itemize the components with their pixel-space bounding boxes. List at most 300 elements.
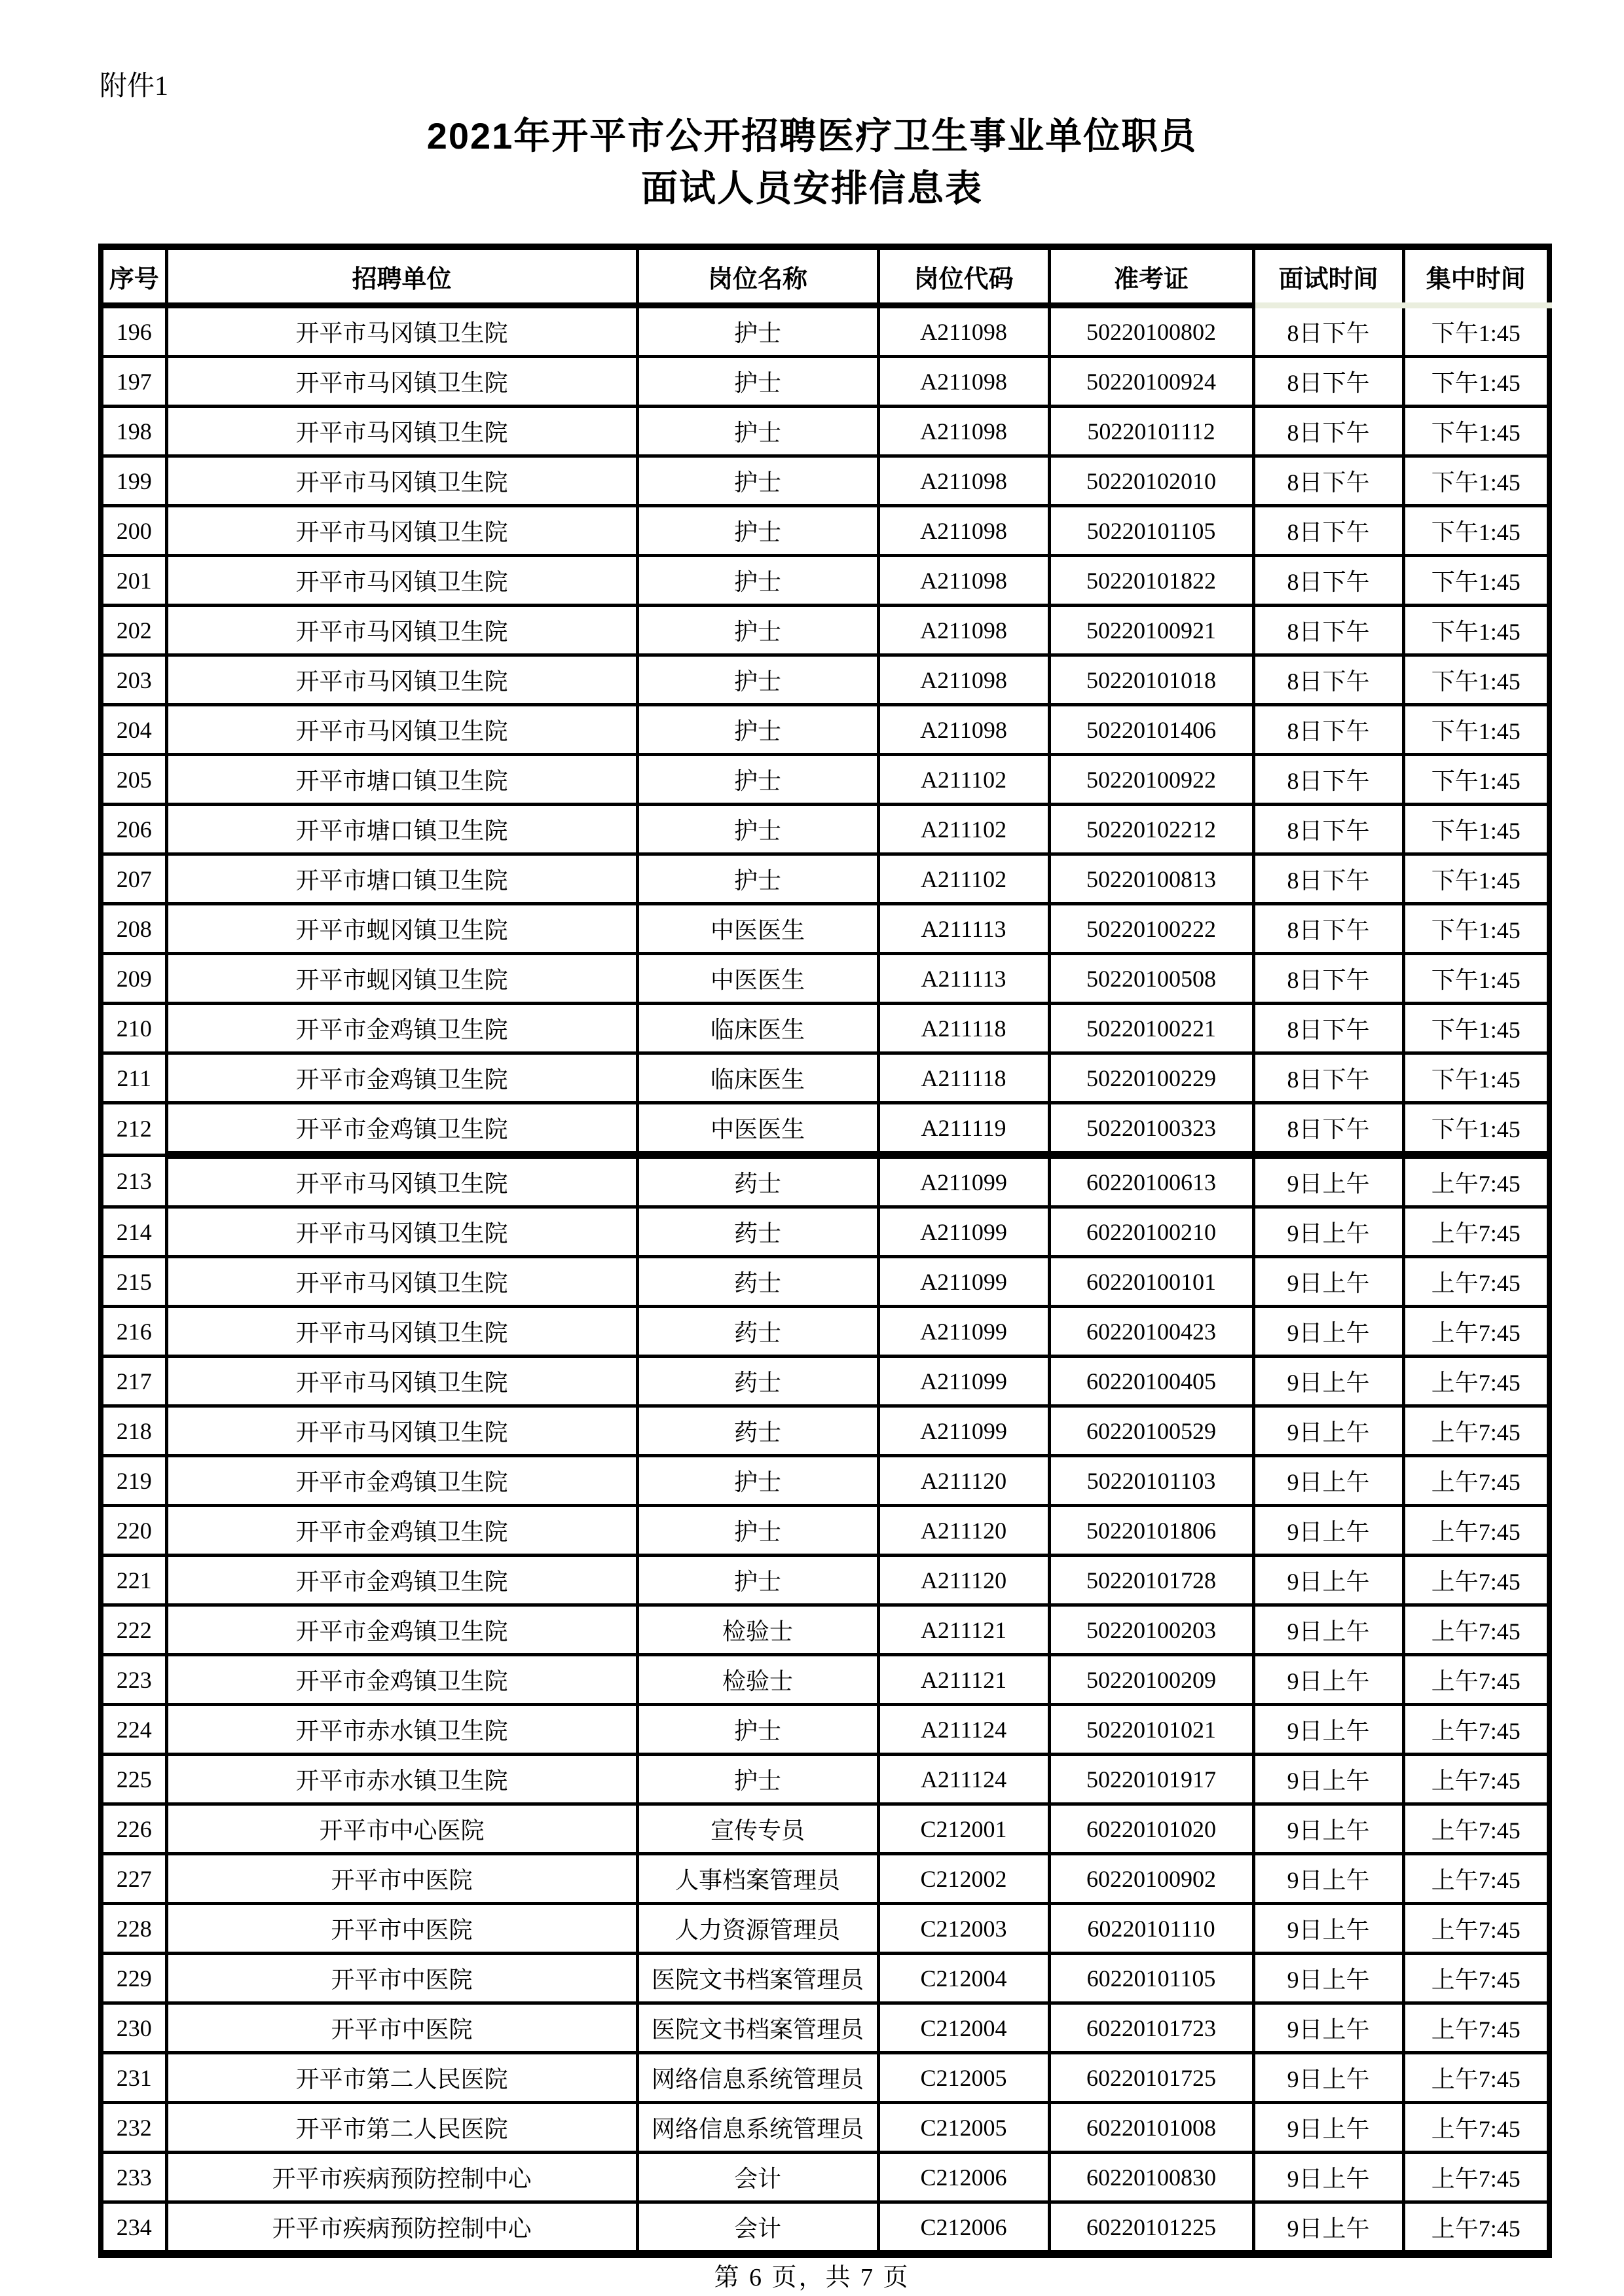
cell-post: 临床医生 — [637, 1004, 878, 1053]
column-header-no: 序号 — [101, 247, 166, 306]
cell-unit: 开平市马冈镇卫生院 — [166, 1155, 637, 1207]
cell-interview-time: 9日上午 — [1253, 2103, 1403, 2153]
cell-ticket: 50220102010 — [1049, 456, 1253, 506]
cell-post: 医院文书档案管理员 — [637, 1954, 878, 2003]
cell-post: 护士 — [637, 357, 878, 407]
cell-interview-time: 8日下午 — [1253, 705, 1403, 755]
cell-assembly-time: 下午1:45 — [1403, 954, 1549, 1004]
cell-no: 223 — [101, 1655, 166, 1705]
cell-assembly-time: 上午7:45 — [1403, 1804, 1549, 1854]
cell-assembly-time: 下午1:45 — [1403, 1053, 1549, 1103]
cell-unit: 开平市马冈镇卫生院 — [166, 1207, 637, 1257]
cell-interview-time: 9日上午 — [1253, 2153, 1403, 2202]
cell-assembly-time: 上午7:45 — [1403, 1207, 1549, 1257]
cell-interview-time: 9日上午 — [1253, 1904, 1403, 1954]
page-title — [0, 110, 1624, 215]
table-row — [101, 705, 1549, 755]
cell-unit: 开平市马冈镇卫生院 — [166, 1257, 637, 1307]
cell-interview-time: 8日下午 — [1253, 954, 1403, 1004]
cell-post: 护士 — [637, 407, 878, 456]
cell-code: C212006 — [878, 2202, 1049, 2255]
cell-assembly-time: 上午7:45 — [1403, 1406, 1549, 1456]
cell-assembly-time: 下午1:45 — [1403, 357, 1549, 407]
interview-schedule-table — [98, 244, 1552, 2258]
table-row — [101, 2053, 1549, 2103]
cell-no: 234 — [101, 2202, 166, 2255]
cell-post: 药士 — [637, 1155, 878, 1207]
table-row — [101, 1904, 1549, 1954]
cell-unit: 开平市马冈镇卫生院 — [166, 1406, 637, 1456]
cell-unit: 开平市赤水镇卫生院 — [166, 1705, 637, 1755]
cell-post: 护士 — [637, 556, 878, 606]
cell-post: 护士 — [637, 1755, 878, 1804]
title-line-2: 面试人员安排信息表 — [641, 168, 983, 209]
cell-code: A211120 — [878, 1506, 1049, 1556]
table-row — [101, 2003, 1549, 2053]
cell-unit: 开平市中医院 — [166, 1854, 637, 1904]
cell-ticket: 50220100813 — [1049, 854, 1253, 904]
cell-unit: 开平市金鸡镇卫生院 — [166, 1004, 637, 1053]
cell-post: 药士 — [637, 1307, 878, 1357]
cell-assembly-time: 上午7:45 — [1403, 1605, 1549, 1655]
cell-interview-time: 9日上午 — [1253, 1954, 1403, 2003]
cell-code: A211098 — [878, 655, 1049, 705]
cell-unit: 开平市金鸡镇卫生院 — [166, 1053, 637, 1103]
cell-assembly-time: 下午1:45 — [1403, 506, 1549, 556]
table-row — [101, 1103, 1549, 1156]
cell-assembly-time: 上午7:45 — [1403, 1954, 1549, 2003]
cell-post: 网络信息系统管理员 — [637, 2103, 878, 2153]
cell-ticket: 60220100423 — [1049, 1307, 1253, 1357]
cell-code: A211102 — [878, 805, 1049, 854]
cell-unit: 开平市金鸡镇卫生院 — [166, 1556, 637, 1605]
cell-assembly-time: 下午1:45 — [1403, 306, 1549, 357]
cell-no: 204 — [101, 705, 166, 755]
cell-code: A211099 — [878, 1155, 1049, 1207]
cell-interview-time: 8日下午 — [1253, 1004, 1403, 1053]
table-body — [101, 306, 1549, 2255]
cell-code: A211118 — [878, 1053, 1049, 1103]
cell-unit: 开平市疾病预防控制中心 — [166, 2202, 637, 2255]
cell-code: A211098 — [878, 306, 1049, 357]
cell-post: 护士 — [637, 1705, 878, 1755]
cell-unit: 开平市马冈镇卫生院 — [166, 606, 637, 655]
cell-assembly-time: 下午1:45 — [1403, 556, 1549, 606]
cell-ticket: 50220100802 — [1049, 306, 1253, 357]
cell-code: A211098 — [878, 456, 1049, 506]
cell-post: 护士 — [637, 506, 878, 556]
cell-post: 护士 — [637, 1556, 878, 1605]
cell-unit: 开平市第二人民医院 — [166, 2053, 637, 2103]
table-row — [101, 1004, 1549, 1053]
cell-unit: 开平市金鸡镇卫生院 — [166, 1605, 637, 1655]
title-line-1: 2021年开平市公开招聘医疗卫生事业单位职员 — [426, 115, 1198, 156]
table-row — [101, 1556, 1549, 1605]
cell-interview-time: 8日下午 — [1253, 854, 1403, 904]
attachment-label: 附件1 — [100, 71, 169, 101]
cell-ticket: 50220101406 — [1049, 705, 1253, 755]
cell-unit: 开平市金鸡镇卫生院 — [166, 1506, 637, 1556]
cell-interview-time: 9日上午 — [1253, 1207, 1403, 1257]
cell-code: C212001 — [878, 1804, 1049, 1854]
cell-assembly-time: 下午1:45 — [1403, 606, 1549, 655]
cell-unit: 开平市塘口镇卫生院 — [166, 805, 637, 854]
cell-code: A211119 — [878, 1103, 1049, 1156]
table-row — [101, 1406, 1549, 1456]
cell-ticket: 50220100924 — [1049, 357, 1253, 407]
cell-ticket: 50220101806 — [1049, 1506, 1253, 1556]
cell-unit: 开平市马冈镇卫生院 — [166, 357, 637, 407]
cell-ticket: 60220100529 — [1049, 1406, 1253, 1456]
cell-ticket: 60220101725 — [1049, 2053, 1253, 2103]
cell-ticket: 50220101105 — [1049, 506, 1253, 556]
cell-post: 网络信息系统管理员 — [637, 2053, 878, 2103]
cell-unit: 开平市金鸡镇卫生院 — [166, 1103, 637, 1156]
cell-post: 护士 — [637, 1506, 878, 1556]
cell-assembly-time: 上午7:45 — [1403, 1155, 1549, 1207]
cell-code: A211098 — [878, 357, 1049, 407]
cell-assembly-time: 上午7:45 — [1403, 1556, 1549, 1605]
cell-post: 中医医生 — [637, 1103, 878, 1156]
cell-unit: 开平市马冈镇卫生院 — [166, 655, 637, 705]
table-row — [101, 2153, 1549, 2202]
cell-code: A211098 — [878, 506, 1049, 556]
cell-no: 225 — [101, 1755, 166, 1804]
cell-unit: 开平市马冈镇卫生院 — [166, 407, 637, 456]
cell-assembly-time: 下午1:45 — [1403, 854, 1549, 904]
cell-assembly-time: 下午1:45 — [1403, 904, 1549, 954]
cell-ticket: 50220100229 — [1049, 1053, 1253, 1103]
table-row — [101, 357, 1549, 407]
cell-code: C212002 — [878, 1854, 1049, 1904]
cell-no: 233 — [101, 2153, 166, 2202]
table-row — [101, 2202, 1549, 2255]
cell-interview-time: 9日上午 — [1253, 1307, 1403, 1357]
cell-interview-time: 9日上午 — [1253, 1257, 1403, 1307]
cell-no: 222 — [101, 1605, 166, 1655]
cell-no: 197 — [101, 357, 166, 407]
cell-assembly-time: 上午7:45 — [1403, 1655, 1549, 1705]
cell-code: A211099 — [878, 1357, 1049, 1406]
cell-unit: 开平市中医院 — [166, 1904, 637, 1954]
cell-post: 护士 — [637, 456, 878, 506]
cell-assembly-time: 下午1:45 — [1403, 456, 1549, 506]
column-header-interview-time: 面试时间 — [1253, 247, 1403, 306]
table-row — [101, 1605, 1549, 1655]
cell-code: A211099 — [878, 1406, 1049, 1456]
cell-assembly-time: 上午7:45 — [1403, 2103, 1549, 2153]
cell-interview-time: 8日下午 — [1253, 755, 1403, 805]
cell-ticket: 60220101105 — [1049, 1954, 1253, 2003]
cell-unit: 开平市塘口镇卫生院 — [166, 755, 637, 805]
cell-post: 会计 — [637, 2202, 878, 2255]
cell-code: A211113 — [878, 904, 1049, 954]
cell-no: 210 — [101, 1004, 166, 1053]
cell-unit: 开平市中医院 — [166, 2003, 637, 2053]
cell-code: A211120 — [878, 1456, 1049, 1506]
cell-interview-time: 8日下午 — [1253, 407, 1403, 456]
cell-ticket: 50220101021 — [1049, 1705, 1253, 1755]
cell-code: A211113 — [878, 954, 1049, 1004]
cell-unit: 开平市第二人民医院 — [166, 2103, 637, 2153]
cell-no: 205 — [101, 755, 166, 805]
cell-unit: 开平市马冈镇卫生院 — [166, 1357, 637, 1406]
cell-interview-time: 9日上午 — [1253, 1655, 1403, 1705]
cell-assembly-time: 上午7:45 — [1403, 2003, 1549, 2053]
cell-no: 214 — [101, 1207, 166, 1257]
cell-ticket: 50220100508 — [1049, 954, 1253, 1004]
table-row — [101, 407, 1549, 456]
cell-post: 检验士 — [637, 1655, 878, 1705]
cell-assembly-time: 上午7:45 — [1403, 1904, 1549, 1954]
cell-code: A211102 — [878, 755, 1049, 805]
cell-unit: 开平市疾病预防控制中心 — [166, 2153, 637, 2202]
cell-ticket: 50220101917 — [1049, 1755, 1253, 1804]
cell-code: A211118 — [878, 1004, 1049, 1053]
cell-no: 211 — [101, 1053, 166, 1103]
cell-code: C212005 — [878, 2103, 1049, 2153]
table-row — [101, 1456, 1549, 1506]
cell-post: 护士 — [637, 1456, 878, 1506]
cell-no: 198 — [101, 407, 166, 456]
column-header-ticket: 准考证 — [1049, 247, 1253, 306]
cell-no: 201 — [101, 556, 166, 606]
cell-assembly-time: 上午7:45 — [1403, 2153, 1549, 2202]
page-footer: 第 6 页，共 7 页 — [714, 2264, 910, 2291]
cell-no: 231 — [101, 2053, 166, 2103]
cell-unit: 开平市马冈镇卫生院 — [166, 456, 637, 506]
cell-interview-time: 9日上午 — [1253, 2202, 1403, 2255]
cell-no: 221 — [101, 1556, 166, 1605]
cell-interview-time: 9日上午 — [1253, 1605, 1403, 1655]
cell-interview-time: 9日上午 — [1253, 1456, 1403, 1506]
cell-ticket: 60220100101 — [1049, 1257, 1253, 1307]
table-row — [101, 1804, 1549, 1854]
cell-interview-time: 8日下午 — [1253, 805, 1403, 854]
cell-post: 药士 — [637, 1257, 878, 1307]
table-row — [101, 1954, 1549, 2003]
cell-no: 206 — [101, 805, 166, 854]
cell-assembly-time: 上午7:45 — [1403, 2053, 1549, 2103]
cell-post: 护士 — [637, 854, 878, 904]
cell-unit: 开平市金鸡镇卫生院 — [166, 1456, 637, 1506]
cell-code: A211098 — [878, 606, 1049, 655]
cell-no: 229 — [101, 1954, 166, 2003]
cell-code: C212006 — [878, 2153, 1049, 2202]
cell-post: 宣传专员 — [637, 1804, 878, 1854]
cell-unit: 开平市蚬冈镇卫生院 — [166, 954, 637, 1004]
cell-code: A211124 — [878, 1755, 1049, 1804]
cell-ticket: 60220101110 — [1049, 1904, 1253, 1954]
cell-interview-time: 9日上午 — [1253, 1705, 1403, 1755]
column-header-post: 岗位名称 — [637, 247, 878, 306]
cell-code: A211102 — [878, 854, 1049, 904]
cell-ticket: 50220101822 — [1049, 556, 1253, 606]
cell-interview-time: 8日下午 — [1253, 1103, 1403, 1156]
table-row — [101, 655, 1549, 705]
cell-ticket: 50220100222 — [1049, 904, 1253, 954]
cell-interview-time: 9日上午 — [1253, 1556, 1403, 1605]
cell-interview-time: 8日下午 — [1253, 456, 1403, 506]
cell-post: 护士 — [637, 655, 878, 705]
cell-code: C212003 — [878, 1904, 1049, 1954]
table-row — [101, 954, 1549, 1004]
cell-no: 217 — [101, 1357, 166, 1406]
cell-ticket: 50220100922 — [1049, 755, 1253, 805]
table-row — [101, 1257, 1549, 1307]
cell-assembly-time: 上午7:45 — [1403, 1506, 1549, 1556]
cell-unit: 开平市中医院 — [166, 1954, 637, 2003]
cell-ticket: 60220101723 — [1049, 2003, 1253, 2053]
cell-unit: 开平市蚬冈镇卫生院 — [166, 904, 637, 954]
cell-assembly-time: 上午7:45 — [1403, 1257, 1549, 1307]
cell-code: A211098 — [878, 407, 1049, 456]
cell-assembly-time: 下午1:45 — [1403, 655, 1549, 705]
cell-assembly-time: 上午7:45 — [1403, 1357, 1549, 1406]
table-row — [101, 306, 1549, 357]
cell-no: 199 — [101, 456, 166, 506]
cell-unit: 开平市马冈镇卫生院 — [166, 705, 637, 755]
cell-assembly-time: 下午1:45 — [1403, 407, 1549, 456]
cell-interview-time: 9日上午 — [1253, 1804, 1403, 1854]
cell-unit: 开平市金鸡镇卫生院 — [166, 1655, 637, 1705]
cell-no: 212 — [101, 1103, 166, 1156]
cell-no: 228 — [101, 1904, 166, 1954]
cell-ticket: 60220101020 — [1049, 1804, 1253, 1854]
table-row — [101, 556, 1549, 606]
cell-assembly-time: 上午7:45 — [1403, 1456, 1549, 1506]
cell-interview-time: 8日下午 — [1253, 357, 1403, 407]
cell-post: 中医医生 — [637, 954, 878, 1004]
cell-assembly-time: 下午1:45 — [1403, 1103, 1549, 1156]
cell-assembly-time: 下午1:45 — [1403, 1004, 1549, 1053]
cell-interview-time: 8日下午 — [1253, 306, 1403, 357]
cell-no: 232 — [101, 2103, 166, 2153]
cell-unit: 开平市中心医院 — [166, 1804, 637, 1854]
table-header-row — [101, 247, 1549, 306]
cell-interview-time: 8日下午 — [1253, 904, 1403, 954]
cell-no: 215 — [101, 1257, 166, 1307]
cell-interview-time: 9日上午 — [1253, 2053, 1403, 2103]
cell-post: 护士 — [637, 805, 878, 854]
cell-ticket: 60220100830 — [1049, 2153, 1253, 2202]
cell-interview-time: 9日上午 — [1253, 1854, 1403, 1904]
cell-interview-time: 9日上午 — [1253, 1506, 1403, 1556]
table-row — [101, 1357, 1549, 1406]
cell-code: C212004 — [878, 1954, 1049, 2003]
cell-post: 人事档案管理员 — [637, 1854, 878, 1904]
cell-ticket: 50220101112 — [1049, 407, 1253, 456]
cell-ticket: 50220101103 — [1049, 1456, 1253, 1506]
cell-no: 209 — [101, 954, 166, 1004]
cell-assembly-time: 下午1:45 — [1403, 805, 1549, 854]
cell-post: 药士 — [637, 1406, 878, 1456]
cell-assembly-time: 上午7:45 — [1403, 2202, 1549, 2255]
cell-ticket: 50220102212 — [1049, 805, 1253, 854]
cell-no: 218 — [101, 1406, 166, 1456]
cell-no: 230 — [101, 2003, 166, 2053]
cell-no: 203 — [101, 655, 166, 705]
cell-interview-time: 9日上午 — [1253, 1406, 1403, 1456]
cell-interview-time: 9日上午 — [1253, 1357, 1403, 1406]
cell-assembly-time: 下午1:45 — [1403, 755, 1549, 805]
cell-code: A211098 — [878, 556, 1049, 606]
cell-interview-time: 8日下午 — [1253, 556, 1403, 606]
cell-interview-time: 9日上午 — [1253, 2003, 1403, 2053]
cell-ticket: 60220100210 — [1049, 1207, 1253, 1257]
cell-post: 中医医生 — [637, 904, 878, 954]
table-row — [101, 854, 1549, 904]
table-row — [101, 1705, 1549, 1755]
table-row — [101, 755, 1549, 805]
cell-post: 护士 — [637, 606, 878, 655]
column-header-unit: 招聘单位 — [166, 247, 637, 306]
table-row — [101, 1207, 1549, 1257]
cell-no: 200 — [101, 506, 166, 556]
cell-interview-time: 8日下午 — [1253, 606, 1403, 655]
cell-post: 护士 — [637, 705, 878, 755]
cell-code: A211124 — [878, 1705, 1049, 1755]
cell-post: 医院文书档案管理员 — [637, 2003, 878, 2053]
cell-ticket: 60220100613 — [1049, 1155, 1253, 1207]
cell-ticket: 50220100209 — [1049, 1655, 1253, 1705]
cell-ticket: 60220100405 — [1049, 1357, 1253, 1406]
cell-code: A211121 — [878, 1605, 1049, 1655]
table-row — [101, 805, 1549, 854]
cell-post: 人力资源管理员 — [637, 1904, 878, 1954]
table-row — [101, 1854, 1549, 1904]
cell-code: A211099 — [878, 1307, 1049, 1357]
cell-interview-time: 9日上午 — [1253, 1755, 1403, 1804]
cell-assembly-time: 上午7:45 — [1403, 1307, 1549, 1357]
cell-code: A211121 — [878, 1655, 1049, 1705]
cell-no: 207 — [101, 854, 166, 904]
cell-code: A211099 — [878, 1207, 1049, 1257]
cell-assembly-time: 上午7:45 — [1403, 1755, 1549, 1804]
cell-unit: 开平市马冈镇卫生院 — [166, 306, 637, 357]
cell-post: 会计 — [637, 2153, 878, 2202]
cell-no: 219 — [101, 1456, 166, 1506]
cell-no: 220 — [101, 1506, 166, 1556]
cell-no: 202 — [101, 606, 166, 655]
cell-post: 药士 — [637, 1357, 878, 1406]
table-row — [101, 606, 1549, 655]
cell-ticket: 50220101728 — [1049, 1556, 1253, 1605]
cell-post: 临床医生 — [637, 1053, 878, 1103]
cell-ticket: 50220100323 — [1049, 1103, 1253, 1156]
cell-no: 196 — [101, 306, 166, 357]
cell-unit: 开平市马冈镇卫生院 — [166, 506, 637, 556]
cell-code: A211099 — [878, 1257, 1049, 1307]
cell-no: 226 — [101, 1804, 166, 1854]
cell-ticket: 60220101225 — [1049, 2202, 1253, 2255]
cell-interview-time: 8日下午 — [1253, 506, 1403, 556]
table-row — [101, 456, 1549, 506]
cell-interview-time: 8日下午 — [1253, 655, 1403, 705]
cell-unit: 开平市赤水镇卫生院 — [166, 1755, 637, 1804]
cell-code: A211120 — [878, 1556, 1049, 1605]
table-row — [101, 1155, 1549, 1207]
table-row — [101, 1755, 1549, 1804]
table-row — [101, 506, 1549, 556]
cell-ticket: 50220100221 — [1049, 1004, 1253, 1053]
table-row — [101, 2103, 1549, 2153]
cell-interview-time: 8日下午 — [1253, 1053, 1403, 1103]
cell-no: 208 — [101, 904, 166, 954]
cell-ticket: 60220100902 — [1049, 1854, 1253, 1904]
column-header-code: 岗位代码 — [878, 247, 1049, 306]
cell-assembly-time: 下午1:45 — [1403, 705, 1549, 755]
